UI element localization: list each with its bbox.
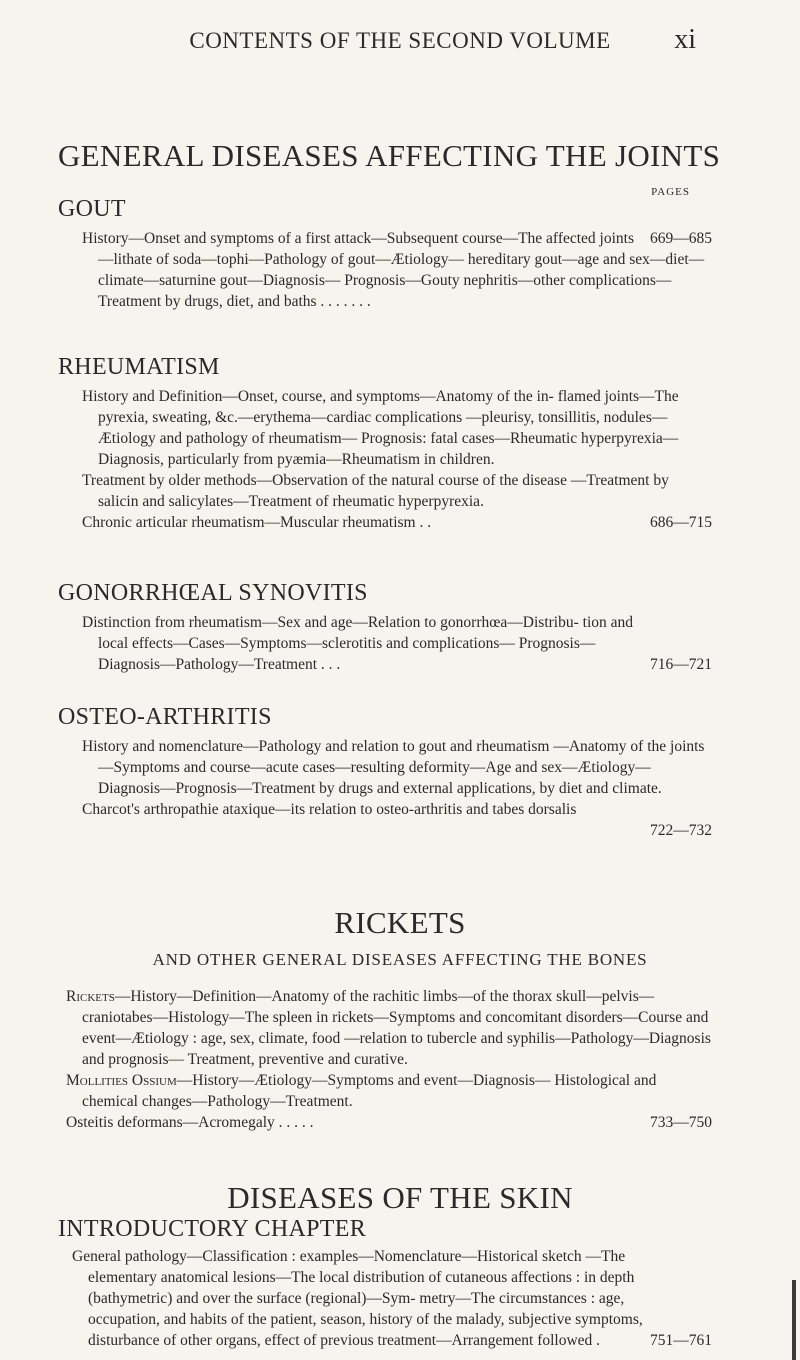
- toc-entry-text: Mollities Ossium—History—Ætiology—Symptoms and event—Diagnosis— Histological and chemical changes—Pathology—Treatment.: [66, 1072, 657, 1110]
- toc-entry-page-range: 722—732: [650, 822, 712, 839]
- part-heading-skin: DISEASES OF THE SKIN: [227, 1180, 573, 1215]
- toc-entry-text: 669—685 History—Onset and symptoms of a first attack—Subsequent course—The affected joints—lithate of soda—tophi—Pathology of gout—Ætiology— hereditary gout—age and sex—diet—climate—saturnine gout—Diagnosis— Prognosis—Gouty nephritis—other complications—Treatment by drugs, diet, and baths . . . . . . .: [82, 230, 712, 310]
- section-title-gout: GOUT: [58, 196, 126, 222]
- part-heading-joints: GENERAL DISEASES AFFECTING THE JOINTS: [58, 138, 721, 173]
- part-subheading-rickets: AND OTHER GENERAL DISEASES AFFECTING THE BONES: [152, 950, 648, 969]
- section-body-gonorrhoeal-synovitis: [82, 612, 712, 675]
- page-edge-shadow: [792, 1280, 796, 1360]
- toc-entry-text: 751—761 General pathology—Classification : examples—Nomenclature—Historical sketch —The elementary anatomical lesions—The local distribution of cutaneous affections : in depth (bathymetric) and over the surface (regional)—Sym- metry—The circumstances : age, occupation, and habits of the patient, season, history of the malady, subjective symptoms, disturbance of other organs, effect of previous treatment—Arrangement followed .: [72, 1248, 712, 1349]
- section-body-introductory-chapter: [72, 1246, 712, 1351]
- running-head: CONTENTS OF THE SECOND VOLUME: [189, 28, 611, 53]
- entry-lead: Mollities Ossium: [66, 1072, 177, 1089]
- toc-entry-text: History and nomenclature—Pathology and relation to gout and rheumatism —Anatomy of the joints—Symptoms and course—acute cases—resulting deformity—Age and sex—Ætiology—Diagnosis—Prognosis—Treatment by drugs and external applications, by diet and climate.: [82, 738, 705, 797]
- toc-entry-page-range: 733—750: [646, 1112, 712, 1133]
- toc-entry-text: Treatment by older methods—Observation of the natural course of the disease —Treatment by salicin and salicylates—Treatment of rheumatic hyperpyrexia.: [82, 472, 669, 510]
- toc-entry-page-range: 751—761: [646, 1330, 712, 1351]
- toc-entry-text: Charcot's arthropathie ataxique—its relation to osteo-arthritis and tabes dorsalis: [82, 801, 577, 818]
- section-body-rheumatism: [82, 386, 712, 533]
- toc-entry-text: History and Definition—Onset, course, and symptoms—Anatomy of the in- flamed joints—The pyrexia, sweating, &c.—erythema—cardiac complications —pleurisy, tonsillitis, nodules—Ætiology and pathology of rheumatism— Prognosis: fatal cases—Rheumatic hyperpyrexia—Diagnosis, particularly from pyæmia—Rheumatism in children.: [82, 388, 679, 468]
- part-heading-rickets: RICKETS: [334, 905, 466, 940]
- section-body-osteo-arthritis: [82, 736, 712, 841]
- page-number: xi: [674, 24, 696, 55]
- toc-entry-page-range: 686—715: [646, 512, 712, 533]
- pages-column-label: PAGES: [651, 186, 690, 198]
- toc-entry-text: 716—721 Distinction from rheumatism—Sex and age—Relation to gonorrhœa—Distribu- tion and local effects—Cases—Symptoms—sclerotitis and complications— Prognosis—Diagnosis—Pathology—Treatment . . .: [82, 614, 712, 673]
- toc-entry-text: Rickets—History—Definition—Anatomy of the rachitic limbs—of the thorax skull—pelvis—craniotabes—Histology—The spleen in rickets—Symptoms and concomitant disorders—Course and event—Ætiology : age, sex, climate, food —relation to tubercle and syphilis—Pathology—Diagnosis and prognosis— Treatment, preventive and curative.: [66, 988, 711, 1068]
- section-title-introductory-chapter: INTRODUCTORY CHAPTER: [58, 1216, 367, 1242]
- section-title-osteo-arthritis: OSTEO-ARTHRITIS: [58, 704, 272, 730]
- toc-entry-page-range: 716—721: [646, 654, 712, 675]
- section-body-gout: [82, 228, 712, 312]
- toc-entry-page-range: 669—685: [646, 228, 712, 249]
- toc-entry-text: 733—750 Osteitis deformans—Acromegaly . . . . .: [66, 1114, 712, 1131]
- section-title-gonorrhoeal-synovitis: GONORRHŒAL SYNOVITIS: [58, 580, 368, 606]
- section-title-rheumatism: RHEUMATISM: [58, 354, 220, 380]
- entry-lead: Rickets: [66, 988, 115, 1005]
- toc-entry-text: 686—715 Chronic articular rheumatism—Muscular rheumatism . .: [82, 514, 712, 531]
- section-body-rickets: [66, 986, 712, 1133]
